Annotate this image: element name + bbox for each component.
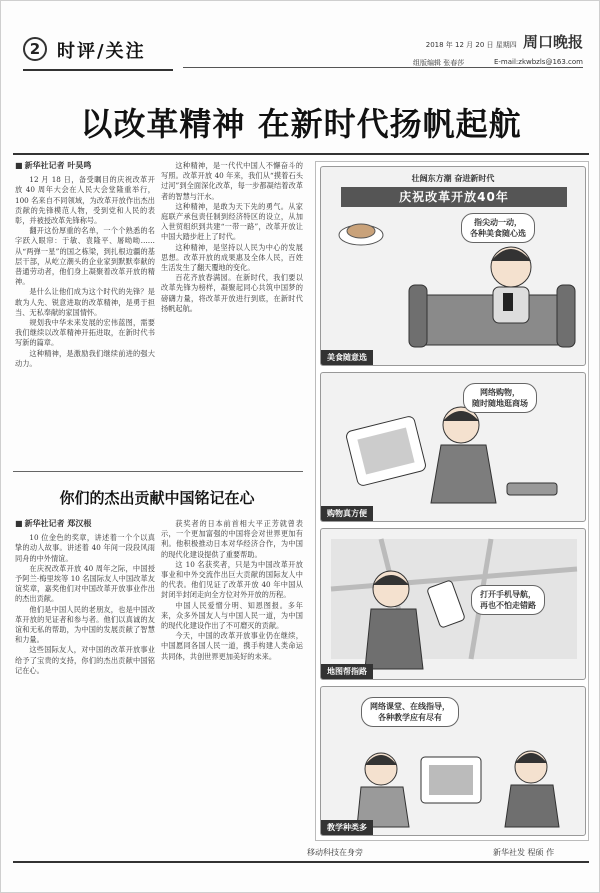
article-divider: [13, 471, 303, 472]
panel-caption: 教学种类多: [321, 820, 373, 835]
speech-bubble: 网络课堂、在线指导， 各种教学应有尽有: [361, 697, 459, 727]
article1-para: 这种精神，是一代代中国人不懈奋斗的写照。改革开放 40 年来，我们从“摸着石头过河”到全面深化改革，每一步都凝结着改革者的智慧与汗水。: [161, 161, 303, 201]
speech-bubble: 网络购物， 随时随地逛商场: [463, 383, 537, 413]
map-navigation-drawing: [321, 529, 586, 680]
main-headline: 以改革精神 在新时代扬帆起航: [80, 105, 522, 143]
article1-para: 这种精神，是敢为天下先的勇气。从家庭联产承包责任制到经济特区的设立，从加入世贸组织到共建“一带一路”，改革开放让中国大踏步赶上了时代。: [161, 201, 303, 242]
illustration-credit: 新华社发 程硕 作: [493, 848, 555, 857]
header-rule: [183, 67, 583, 68]
banner-title: 庆祝改革开放40年: [341, 187, 567, 207]
article2-para: 这 10 名获奖者，只是为中国改革开放事业和中外交流作出巨大贡献的国际友人中的代表。他们见证了改革开放 40 年中国从封闭半封闭走向全方位对外开放的历程。: [161, 559, 303, 600]
page-number: 2: [23, 37, 47, 61]
section-underline: [23, 69, 173, 71]
article1-col2: [161, 161, 303, 467]
speech-bubble: 打开手机导航， 再也不怕走错路: [471, 585, 545, 615]
article1-para: 是什么让他们成为这个时代的先锋？是敢为人先、锐意进取的改革精神，是勇于担当、无私奉献的家国情怀。: [15, 287, 155, 317]
editor-credit: 组版编辑 张春莎: [413, 59, 465, 67]
cartoon-illustration: [315, 161, 589, 841]
illustration-title: 移动科技在身旁: [307, 848, 363, 857]
cartoon-panel-education: [320, 686, 586, 836]
article1-para: 翻开这份厚重的名单，一个个熟悉的名字跃入眼帘：于敏、袁隆平、屠呦呦……从“两弹一星”的国之栋梁，到扎根边疆的基层干部，从屹立潮头的企业家到默默奉献的普通劳动者，他们身上凝聚着改革开放的精神。: [15, 226, 155, 287]
cartoon-panel-shopping: [320, 372, 586, 522]
panel-caption: 美食随意选: [321, 350, 373, 365]
article2-para: 获奖者的日本前首相大平正芳就曾表示，一个更加富强的中国将会对世界更加有利。他积极推动日本对华经济合作，为中国的现代化建设提供了重要帮助。: [161, 519, 303, 559]
article1-col1: [15, 161, 155, 467]
article2-para: 10 位金色的奖章，讲述着一个个以真挚的动人故事。讲述着 40 年间一段段风雨同舟的中外情谊。: [15, 533, 155, 563]
paper-logo: 周口晚报: [522, 33, 583, 51]
article1-para: 百花齐放春满园。在新时代，我们要以改革先锋为榜样，凝聚起同心共筑中国梦的磅礴力量，将改革开放进行到底，在新时代扬帆起航。: [161, 273, 303, 313]
article1-para: 这种精神，是坚持以人民为中心的发展思想。改革开放的成果惠及全体人民，百姓生活发生了翻天覆地的变化。: [161, 242, 303, 273]
article2-col1: [15, 519, 155, 841]
headline-rule: [13, 153, 589, 155]
panel-caption: 购物真方便: [321, 506, 373, 521]
article2-byline: ■ 新华社记者 郑汉根: [15, 519, 155, 529]
page-header: [13, 9, 589, 75]
article1-para: 12 月 18 日，备受瞩目的庆祝改革开放 40 周年大会在人民大会堂隆重举行，100 名来自不同领域，为改革开放作出杰出贡献的先锋模范人物，受到党和人民的表彰，并被授改革先锋称号。: [15, 175, 155, 226]
article1-byline: ■ 新华社记者 叶昊鸣: [15, 161, 155, 171]
panel-caption: 地图帮指路: [321, 664, 373, 679]
section-title: 时评/关注: [57, 41, 146, 62]
sofa-phone-drawing: [321, 167, 586, 366]
shopping-drawing: [321, 373, 586, 522]
cartoon-panel-food: [320, 166, 586, 366]
article2-col2: [161, 519, 303, 841]
article2-para: 他们是中国人民的老朋友，也是中国改革开放的见证者和参与者。他们以真诚的友谊和无私的帮助，为中国的发展贡献了智慧和力量。: [15, 604, 155, 645]
cartoon-panel-map: [320, 528, 586, 680]
article2-para: 今天，中国的改革开放事业仍在继续，中国愿同各国人民一道，携手构建人类命运共同体，共创世界更加美好的未来。: [161, 631, 303, 661]
sub-headline: 你们的杰出贡献中国铭记在心: [59, 489, 255, 507]
masthead-info: [413, 31, 583, 68]
article2-para: 在庆祝改革开放 40 周年之际，中国授予阿兰·梅里埃等 10 名国际友人中国改革友谊奖章，嘉奖他们对中国改革开放事业作出的杰出贡献。: [15, 563, 155, 604]
dateline: 2018 年 12 月 20 日 星期四: [425, 41, 517, 49]
banner-subtitle: 壮阔东方潮 奋进新时代: [411, 174, 495, 183]
speech-bubble: 指尖动一动， 各种美食随心选: [461, 213, 535, 243]
article2-para: 这些国际友人，对中国的改革开放事业给予了宝贵的支持，你们的杰出贡献中国铭记在心。: [15, 645, 155, 675]
article1-para: 规划我中华未来发展的宏伟蓝图，需要我们继续以改革精神开拓进取，在新时代书写新的篇章。: [15, 318, 155, 348]
editor-email: E-mail:zkwbzls@163.com: [493, 58, 583, 66]
page-bottom-rule: [13, 861, 589, 863]
article2-para: 中国人民爱憎分明、知恩图报。多年来，众多外国友人与中国人民一道，为中国的现代化建设作出了不可磨灭的贡献。: [161, 600, 303, 631]
article1-para: 这种精神，是激励我们继续前进的强大动力。: [15, 348, 155, 368]
